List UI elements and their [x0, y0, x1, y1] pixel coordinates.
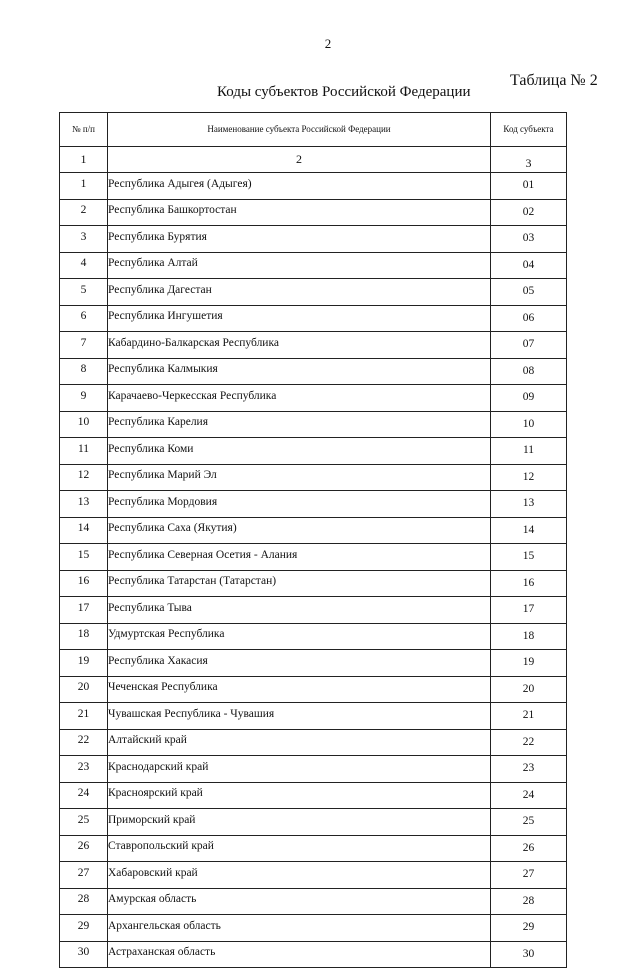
subject-code: 02 — [491, 199, 567, 226]
row-number: 3 — [60, 226, 108, 253]
row-number: 30 — [60, 941, 108, 968]
table-row — [60, 862, 567, 889]
table-row — [60, 305, 567, 332]
subject-name: Республика Карелия — [108, 411, 491, 438]
subject-name: Республика Саха (Якутия) — [108, 517, 491, 544]
subject-code: 05 — [491, 279, 567, 306]
row-number: 8 — [60, 358, 108, 385]
table-row — [60, 517, 567, 544]
header-num: № п/п — [60, 113, 108, 147]
subject-name: Республика Алтай — [108, 252, 491, 279]
row-number: 24 — [60, 782, 108, 809]
table-row — [60, 438, 567, 465]
table-row — [60, 941, 567, 968]
table-row — [60, 782, 567, 809]
table-row — [60, 358, 567, 385]
subject-code: 13 — [491, 491, 567, 518]
subject-name: Республика Марий Эл — [108, 464, 491, 491]
header-name: Наименование субъекта Российской Федерации — [108, 113, 491, 147]
subject-code: 17 — [491, 597, 567, 624]
table-row — [60, 676, 567, 703]
subject-code: 07 — [491, 332, 567, 359]
table-row — [60, 173, 567, 200]
subject-name: Республика Мордовия — [108, 491, 491, 518]
subject-name: Чеченская Республика — [108, 676, 491, 703]
table-row — [60, 809, 567, 836]
subject-name: Республика Калмыкия — [108, 358, 491, 385]
subject-code: 16 — [491, 570, 567, 597]
row-number: 9 — [60, 385, 108, 412]
table-row — [60, 491, 567, 518]
subject-name: Республика Дагестан — [108, 279, 491, 306]
row-number: 20 — [60, 676, 108, 703]
table-label: Таблица № 2 — [510, 72, 598, 89]
table-row — [60, 729, 567, 756]
subject-code: 22 — [491, 729, 567, 756]
row-number: 17 — [60, 597, 108, 624]
row-number: 25 — [60, 809, 108, 836]
subject-code: 14 — [491, 517, 567, 544]
subject-code: 23 — [491, 756, 567, 783]
table-row — [60, 650, 567, 677]
table-row — [60, 279, 567, 306]
table-row — [60, 385, 567, 412]
subject-name: Кабардино-Балкарская Республика — [108, 332, 491, 359]
page-number: 2 — [324, 36, 332, 51]
table-row — [60, 888, 567, 915]
row-number: 29 — [60, 915, 108, 942]
row-number: 11 — [60, 438, 108, 465]
row-number: 21 — [60, 703, 108, 730]
table-row — [60, 623, 567, 650]
row-number: 15 — [60, 544, 108, 571]
table-row — [60, 199, 567, 226]
subject-code: 19 — [491, 650, 567, 677]
row-number: 4 — [60, 252, 108, 279]
subject-name: Ставропольский край — [108, 835, 491, 862]
subject-code: 08 — [491, 358, 567, 385]
subject-name: Республика Тыва — [108, 597, 491, 624]
subject-code: 30 — [491, 941, 567, 968]
subject-name: Республика Ингушетия — [108, 305, 491, 332]
subjects-table — [59, 112, 567, 968]
subject-name: Хабаровский край — [108, 862, 491, 889]
subject-code: 12 — [491, 464, 567, 491]
row-number: 5 — [60, 279, 108, 306]
subject-code: 21 — [491, 703, 567, 730]
subject-code: 11 — [491, 438, 567, 465]
row-number: 23 — [60, 756, 108, 783]
subject-code: 01 — [491, 173, 567, 200]
subject-name: Республика Бурятия — [108, 226, 491, 253]
table-row — [60, 597, 567, 624]
table-row — [60, 835, 567, 862]
row-number: 28 — [60, 888, 108, 915]
subject-code: 09 — [491, 385, 567, 412]
table-header-row — [60, 113, 567, 147]
column-number-3: 3 — [491, 147, 567, 173]
subject-name: Карачаево-Черкесская Республика — [108, 385, 491, 412]
table-row — [60, 756, 567, 783]
row-number: 12 — [60, 464, 108, 491]
row-number: 22 — [60, 729, 108, 756]
row-number: 10 — [60, 411, 108, 438]
subject-name: Красноярский край — [108, 782, 491, 809]
subject-code: 25 — [491, 809, 567, 836]
subject-code: 15 — [491, 544, 567, 571]
row-number: 13 — [60, 491, 108, 518]
row-number: 26 — [60, 835, 108, 862]
row-number: 6 — [60, 305, 108, 332]
row-number: 14 — [60, 517, 108, 544]
row-number: 7 — [60, 332, 108, 359]
subject-code: 04 — [491, 252, 567, 279]
table-row — [60, 570, 567, 597]
subject-code: 20 — [491, 676, 567, 703]
subject-name: Архангельская область — [108, 915, 491, 942]
table-row — [60, 252, 567, 279]
table-row — [60, 226, 567, 253]
column-number-row — [60, 147, 567, 173]
table-row — [60, 411, 567, 438]
subject-name: Республика Башкортостан — [108, 199, 491, 226]
subject-name: Республика Коми — [108, 438, 491, 465]
subject-code: 18 — [491, 623, 567, 650]
subject-code: 28 — [491, 888, 567, 915]
header-code: Код субъекта — [491, 113, 567, 147]
subject-name: Республика Хакасия — [108, 650, 491, 677]
subject-name: Республика Адыгея (Адыгея) — [108, 173, 491, 200]
subject-name: Республика Северная Осетия - Алания — [108, 544, 491, 571]
subject-code: 26 — [491, 835, 567, 862]
subject-name: Республика Татарстан (Татарстан) — [108, 570, 491, 597]
subject-name: Астраханская область — [108, 941, 491, 968]
table-row — [60, 332, 567, 359]
subject-name: Чувашская Республика - Чувашия — [108, 703, 491, 730]
row-number: 18 — [60, 623, 108, 650]
table-row — [60, 544, 567, 571]
column-number-2: 2 — [108, 147, 491, 173]
subject-name: Амурская область — [108, 888, 491, 915]
row-number: 16 — [60, 570, 108, 597]
subject-code: 06 — [491, 305, 567, 332]
subject-name: Удмуртская Республика — [108, 623, 491, 650]
column-number-1: 1 — [60, 147, 108, 173]
subject-name: Приморский край — [108, 809, 491, 836]
subject-code: 03 — [491, 226, 567, 253]
subject-code: 24 — [491, 782, 567, 809]
subject-code: 29 — [491, 915, 567, 942]
subject-code: 10 — [491, 411, 567, 438]
table-row — [60, 703, 567, 730]
subject-name: Краснодарский край — [108, 756, 491, 783]
row-number: 19 — [60, 650, 108, 677]
table-row — [60, 464, 567, 491]
row-number: 2 — [60, 199, 108, 226]
row-number: 1 — [60, 173, 108, 200]
table-row — [60, 915, 567, 942]
document-title: Коды субъектов Российской Федерации — [217, 84, 471, 100]
subject-name: Алтайский край — [108, 729, 491, 756]
subject-code: 27 — [491, 862, 567, 889]
row-number: 27 — [60, 862, 108, 889]
